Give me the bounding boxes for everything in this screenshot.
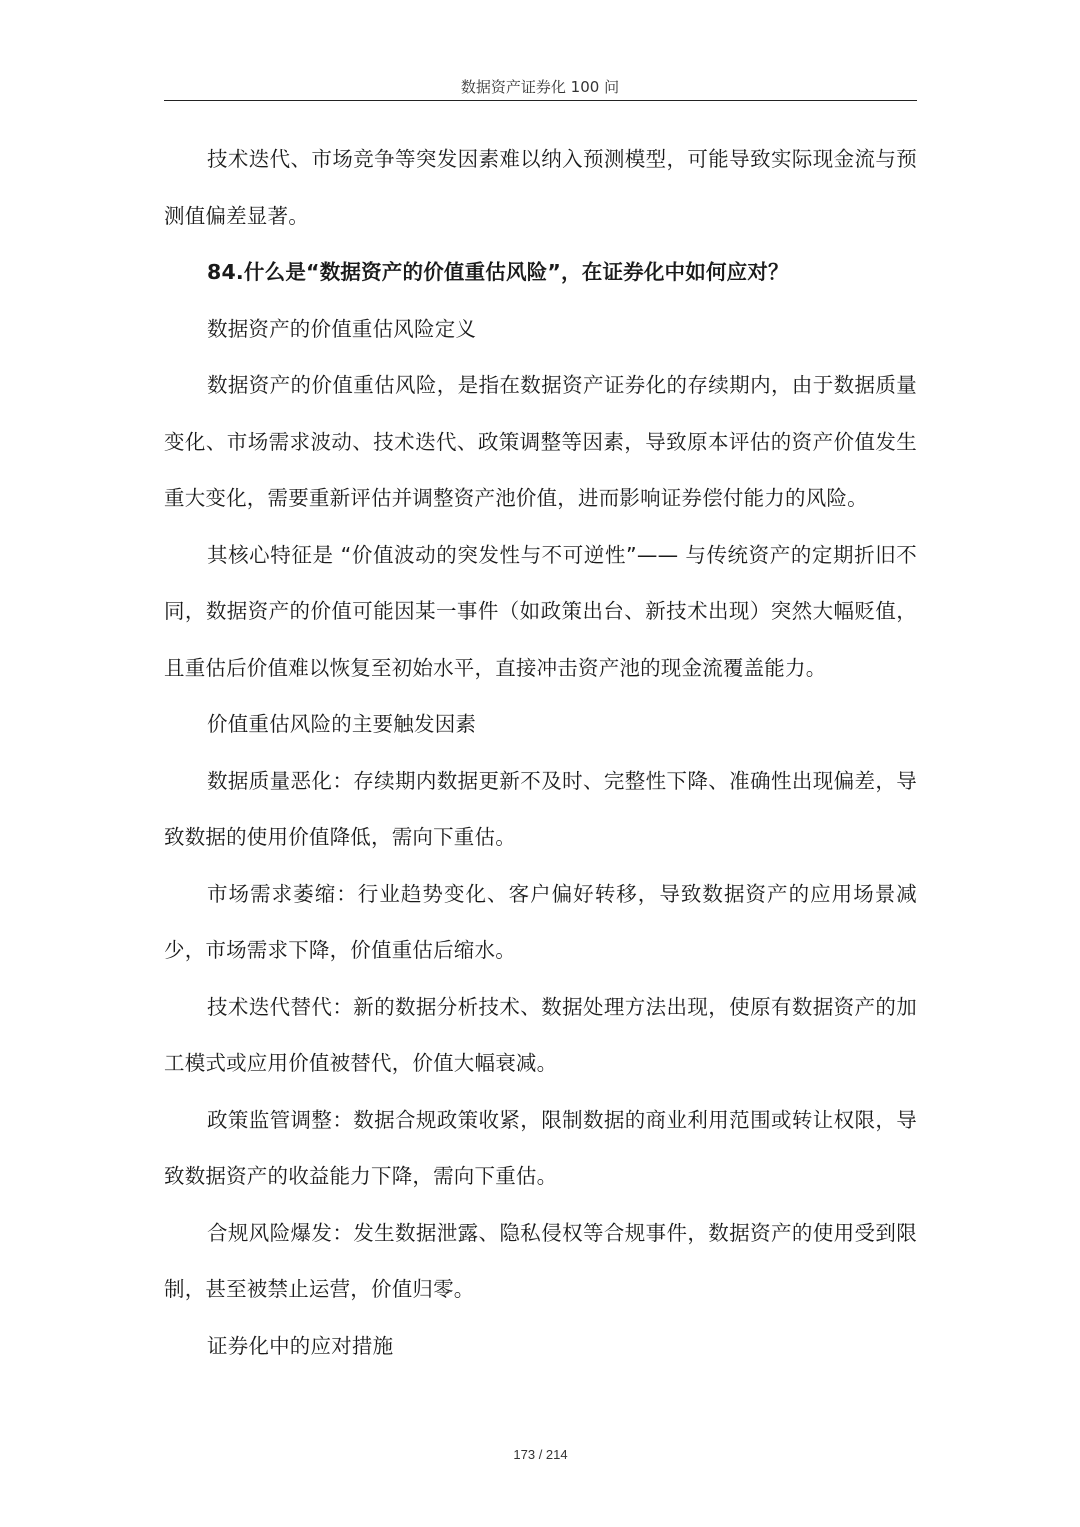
paragraph-trigger-technology: 技术迭代替代：新的数据分析技术、数据处理方法出现，使原有数据资产的加工模式或应用价值被替代，价值大幅衰减。 <box>164 994 917 1075</box>
question-heading: 84.什么是“数据资产的价值重估风险”，在证券化中如何应对？ <box>207 260 789 284</box>
page-body <box>164 131 917 1374</box>
subheading-triggers: 价值重估风险的主要触发因素 <box>207 712 477 736</box>
subheading-countermeasures: 证券化中的应对措施 <box>207 1333 394 1358</box>
header-rule <box>164 100 917 101</box>
paragraph-core-feature: 其核心特征是 “价值波动的突发性与不可逆性”—— 与传统资产的定期折旧不同，数据资产的价值可能因某一事件（如政策出台、新技术出现）突然大幅贬值，且重估后价值难以恢复至初始水平，直接冲击资产池的现金流覆盖能力。 <box>164 542 917 680</box>
page-number: 173 / 214 <box>513 1447 568 1462</box>
subheading-definition: 数据资产的价值重估风险定义 <box>207 316 477 341</box>
paragraph-trigger-market-demand: 市场需求萎缩：行业趋势变化、客户偏好转移，导致数据资产的应用场景减少，市场需求下降，价值重估后缩水。 <box>164 881 917 962</box>
paragraph-trigger-compliance: 合规风险爆发：发生数据泄露、隐私侵权等合规事件，数据资产的使用受到限制，甚至被禁止运营，价值归零。 <box>164 1220 917 1301</box>
paragraph-definition: 数据资产的价值重估风险，是指在数据资产证券化的存续期内，由于数据质量变化、市场需求波动、技术迭代、政策调整等因素，导致原本评估的资产价值发生重大变化，需要重新评估并调整资产池价值，进而影响证券偿付能力的风险。 <box>164 373 917 510</box>
paragraph-continuation: 技术迭代、市场竞争等突发因素难以纳入预测模型，可能导致实际现金流与预测值偏差显著。 <box>164 147 917 228</box>
paragraph-trigger-policy: 政策监管调整：数据合规政策收紧，限制数据的商业利用范围或转让权限，导致数据资产的收益能力下降，需向下重估。 <box>164 1107 917 1188</box>
paragraph-trigger-data-quality: 数据质量恶化：存续期内数据更新不及时、完整性下降、准确性出现偏差，导致数据的使用价值降低，需向下重估。 <box>164 768 917 849</box>
running-header-title: 数据资产证券化 100 问 <box>460 78 620 96</box>
